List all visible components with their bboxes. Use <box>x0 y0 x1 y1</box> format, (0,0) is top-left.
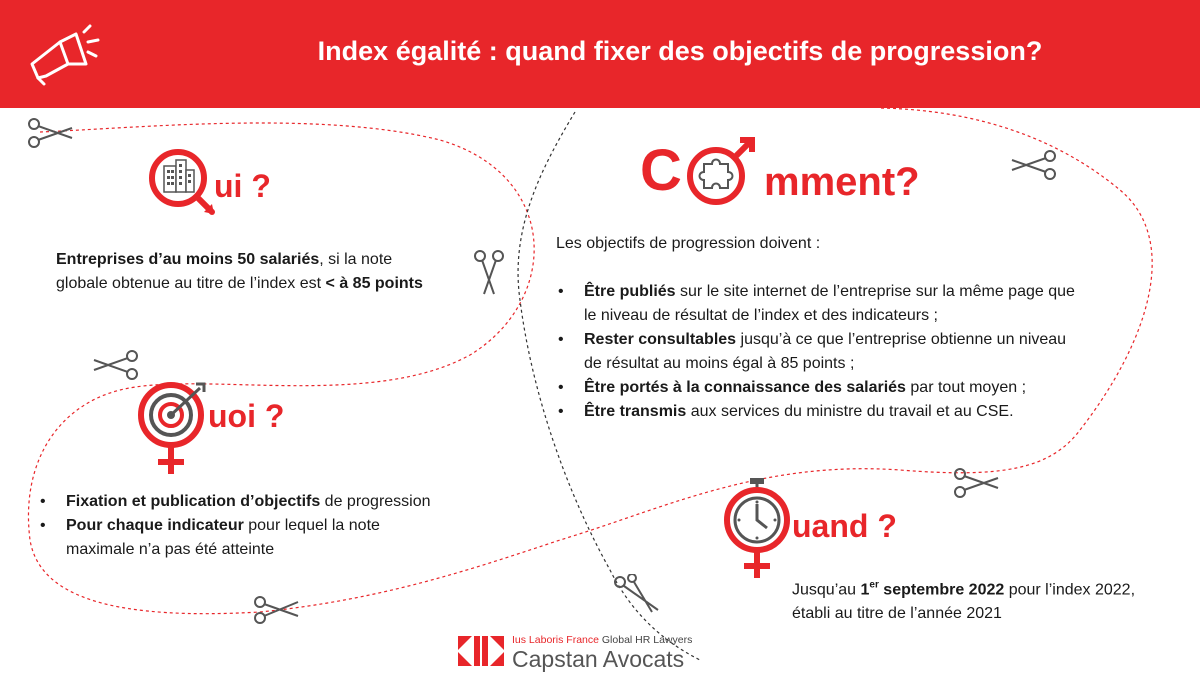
list-item: • Être portés à la connaissance des salariés par tout moyen ; <box>556 376 1076 400</box>
logo-tagline: Ius Laboris France Global HR Lawyers <box>512 634 693 646</box>
logo-mark-icon <box>458 636 504 666</box>
list-item: • Rester consultables jusqu’à ce que l’entreprise obtienne un niveau de résultat au moins égal à 85 points ; <box>556 328 1076 376</box>
comment-intro: Les objectifs de progression doivent : <box>556 235 821 252</box>
list-item: • Être publiés sur le site internet de l’entreprise sur la même page que le niveau de résultat de l’index et des indicateurs ; <box>556 280 1076 328</box>
stopwatch-female-icon <box>718 474 798 580</box>
scissors-icon <box>952 466 1000 500</box>
comment-list <box>556 280 1076 424</box>
list-item: • Être transmis aux services du ministre du travail et au CSE. <box>556 400 1076 424</box>
scissors-icon <box>472 248 506 296</box>
qui-text-mid: , si la note globale obtenue au titre de l’index est <box>56 251 393 292</box>
quand-text: Jusqu’au 1er septembre 2022 pour l’index 2022, établi au titre de l’année 2021 <box>792 580 1136 623</box>
page-title: Index égalité : quand fixer des objectifs de progression? <box>317 36 1043 66</box>
comment-title-rest: mment? <box>764 160 920 204</box>
scissors-icon <box>252 592 300 626</box>
list-item: • Pour chaque indicateur pour lequel la note maximale n’a pas été atteinte <box>38 514 438 562</box>
list-item: • Fixation et publication d’objectifs de progression <box>38 490 438 514</box>
comment-title-c: C <box>640 138 682 203</box>
qui-text <box>56 248 426 296</box>
header-banner <box>0 0 1200 108</box>
scissors-icon <box>92 348 140 382</box>
qui-text-bold2: < à 85 points <box>325 275 423 292</box>
qui-title: ui ? <box>214 168 271 204</box>
quoi-list <box>38 490 438 562</box>
scissors-icon <box>26 116 74 150</box>
logo-name: Capstan Avocats <box>512 646 685 672</box>
quoi-title: uoi ? <box>208 398 285 434</box>
qui-text-bold: Entreprises d’au moins 50 salariés <box>56 251 320 268</box>
capstan-logo <box>458 632 693 672</box>
scissors-icon <box>612 574 660 614</box>
quand-title: uand ? <box>792 508 897 544</box>
megaphone-icon <box>24 24 104 88</box>
puzzle-male-icon <box>682 132 762 212</box>
scissors-icon <box>1010 148 1058 182</box>
